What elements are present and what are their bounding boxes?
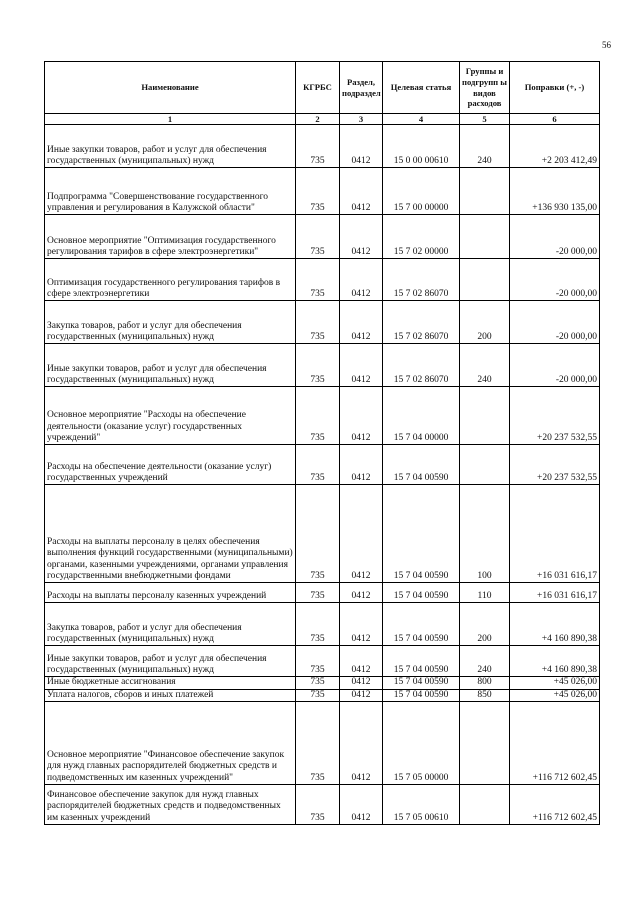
- row-name: Закупка товаров, работ и услуг для обеспечения государственных (муниципальных) нужд: [45, 301, 296, 344]
- row-section: 0412: [340, 689, 383, 701]
- row-name: Иные закупки товаров, работ и услуг для обеспечения государственных (муниципальных) нужд: [45, 646, 296, 677]
- row-kgrbs: 735: [296, 583, 340, 603]
- row-target-article: 15 7 05 00610: [383, 785, 460, 825]
- row-amendment-amount: -20 000,00: [510, 301, 600, 344]
- row-section: 0412: [340, 702, 383, 785]
- header-name: Наименование: [45, 62, 296, 114]
- row-section: 0412: [340, 387, 383, 445]
- row-expense-group: [460, 387, 510, 445]
- row-kgrbs: 735: [296, 785, 340, 825]
- header-kgrbs: КГРБС: [296, 62, 340, 114]
- row-target-article: 15 7 02 00000: [383, 215, 460, 259]
- row-amendment-amount: +136 930 135,00: [510, 168, 600, 215]
- row-name: Расходы на обеспечение деятельности (оказание услуг) государственных учреждений: [45, 445, 296, 485]
- row-target-article: 15 7 05 00000: [383, 702, 460, 785]
- row-kgrbs: 735: [296, 344, 340, 387]
- table-row: [45, 785, 600, 825]
- row-target-article: 15 7 04 00590: [383, 583, 460, 603]
- row-section: 0412: [340, 168, 383, 215]
- row-name: Иные бюджетные ассигнования: [45, 677, 296, 689]
- row-target-article: 15 0 00 00610: [383, 125, 460, 168]
- row-amendment-amount: -20 000,00: [510, 215, 600, 259]
- budget-amendments-table: [44, 61, 600, 825]
- row-name: Иные закупки товаров, работ и услуг для обеспечения государственных (муниципальных) нужд: [45, 125, 296, 168]
- row-amendment-amount: +4 160 890,38: [510, 646, 600, 677]
- row-amendment-amount: +116 712 602,45: [510, 785, 600, 825]
- row-amendment-amount: +4 160 890,38: [510, 603, 600, 646]
- table-row: [45, 603, 600, 646]
- table-row: [45, 583, 600, 603]
- row-section: 0412: [340, 646, 383, 677]
- row-section: 0412: [340, 603, 383, 646]
- row-amendment-amount: -20 000,00: [510, 259, 600, 301]
- row-kgrbs: 735: [296, 301, 340, 344]
- column-number: 1: [45, 114, 296, 125]
- row-expense-group: [460, 785, 510, 825]
- table-row: [45, 677, 600, 689]
- header-amendments: Поправки (+, -): [510, 62, 600, 114]
- row-name: Расходы на выплаты персоналу в целях обеспечения выполнения функций государственными (муниципальными) органами, казенными учреждениями, органами управления государственными внебюджетными фондами: [45, 485, 296, 583]
- row-amendment-amount: +45 026,00: [510, 689, 600, 701]
- row-kgrbs: 735: [296, 215, 340, 259]
- row-kgrbs: 735: [296, 168, 340, 215]
- row-target-article: 15 7 04 00590: [383, 445, 460, 485]
- row-section: 0412: [340, 445, 383, 485]
- row-target-article: 15 7 04 00590: [383, 677, 460, 689]
- row-section: 0412: [340, 301, 383, 344]
- row-target-article: 15 7 04 00000: [383, 387, 460, 445]
- row-section: 0412: [340, 215, 383, 259]
- table-row: [45, 387, 600, 445]
- table-row: [45, 485, 600, 583]
- column-number: 4: [383, 114, 460, 125]
- row-kgrbs: 735: [296, 689, 340, 701]
- header-target: Целевая статья: [383, 62, 460, 114]
- row-amendment-amount: +45 026,00: [510, 677, 600, 689]
- row-target-article: 15 7 04 00590: [383, 603, 460, 646]
- row-section: 0412: [340, 485, 383, 583]
- table-row: [45, 689, 600, 701]
- row-expense-group: 200: [460, 603, 510, 646]
- row-kgrbs: 735: [296, 387, 340, 445]
- row-amendment-amount: +20 237 532,55: [510, 445, 600, 485]
- row-kgrbs: 735: [296, 485, 340, 583]
- row-section: 0412: [340, 259, 383, 301]
- row-amendment-amount: +2 203 412,49: [510, 125, 600, 168]
- column-number: 3: [340, 114, 383, 125]
- row-kgrbs: 735: [296, 702, 340, 785]
- row-target-article: 15 7 04 00590: [383, 485, 460, 583]
- row-name: Оптимизация государственного регулирования тарифов в сфере электроэнергетики: [45, 259, 296, 301]
- row-kgrbs: 735: [296, 677, 340, 689]
- row-amendment-amount: -20 000,00: [510, 344, 600, 387]
- row-expense-group: 850: [460, 689, 510, 701]
- row-amendment-amount: +20 237 532,55: [510, 387, 600, 445]
- row-target-article: 15 7 04 00590: [383, 646, 460, 677]
- row-kgrbs: 735: [296, 603, 340, 646]
- row-target-article: 15 7 04 00590: [383, 689, 460, 701]
- row-expense-group: 240: [460, 646, 510, 677]
- row-expense-group: 100: [460, 485, 510, 583]
- row-name: Иные закупки товаров, работ и услуг для обеспечения государственных (муниципальных) нужд: [45, 344, 296, 387]
- row-section: 0412: [340, 344, 383, 387]
- column-number: 2: [296, 114, 340, 125]
- row-target-article: 15 7 02 86070: [383, 301, 460, 344]
- row-kgrbs: 735: [296, 646, 340, 677]
- row-expense-group: 240: [460, 125, 510, 168]
- row-target-article: 15 7 00 00000: [383, 168, 460, 215]
- row-name: Основное мероприятие "Финансовое обеспечение закупок для нужд главных распорядителей бюджетных средств и подведомственных им казенных учреждений": [45, 702, 296, 785]
- table-row: [45, 301, 600, 344]
- row-expense-group: 110: [460, 583, 510, 603]
- row-expense-group: [460, 702, 510, 785]
- table-row: [45, 168, 600, 215]
- row-name: Закупка товаров, работ и услуг для обеспечения государственных (муниципальных) нужд: [45, 603, 296, 646]
- row-expense-group: [460, 168, 510, 215]
- column-number: 5: [460, 114, 510, 125]
- row-amendment-amount: +16 031 616,17: [510, 583, 600, 603]
- row-name: Основное мероприятие "Оптимизация государственного регулирования тарифов в сфере электроэнергетики": [45, 215, 296, 259]
- column-number: 6: [510, 114, 600, 125]
- row-expense-group: 800: [460, 677, 510, 689]
- row-name: Финансовое обеспечение закупок для нужд главных распорядителей бюджетных средств и подведомственных им казенных учреждений: [45, 785, 296, 825]
- row-expense-group: [460, 215, 510, 259]
- row-target-article: 15 7 02 86070: [383, 259, 460, 301]
- row-expense-group: 200: [460, 301, 510, 344]
- row-expense-group: 240: [460, 344, 510, 387]
- row-kgrbs: 735: [296, 125, 340, 168]
- row-expense-group: [460, 445, 510, 485]
- header-section: Раздел, подраздел: [340, 62, 383, 114]
- row-kgrbs: 735: [296, 445, 340, 485]
- row-section: 0412: [340, 677, 383, 689]
- row-name: Расходы на выплаты персоналу казенных учреждений: [45, 583, 296, 603]
- row-name: Подпрограмма "Совершенствование государственного управления и регулирования в Калужской области": [45, 168, 296, 215]
- table-row: [45, 445, 600, 485]
- row-name: Уплата налогов, сборов и иных платежей: [45, 689, 296, 701]
- table-row: [45, 259, 600, 301]
- row-section: 0412: [340, 583, 383, 603]
- row-target-article: 15 7 02 86070: [383, 344, 460, 387]
- row-name: Основное мероприятие "Расходы на обеспечение деятельности (оказание услуг) государственных учреждений": [45, 387, 296, 445]
- row-section: 0412: [340, 785, 383, 825]
- table-row: [45, 702, 600, 785]
- table-row: [45, 125, 600, 168]
- row-expense-group: [460, 259, 510, 301]
- header-groups: Группы и подгрупп ы видов расходов: [460, 62, 510, 114]
- table-row: [45, 215, 600, 259]
- table-row: [45, 646, 600, 677]
- row-amendment-amount: +116 712 602,45: [510, 702, 600, 785]
- table-row: [45, 344, 600, 387]
- row-section: 0412: [340, 125, 383, 168]
- row-amendment-amount: +16 031 616,17: [510, 485, 600, 583]
- page-number: 56: [602, 40, 611, 50]
- row-kgrbs: 735: [296, 259, 340, 301]
